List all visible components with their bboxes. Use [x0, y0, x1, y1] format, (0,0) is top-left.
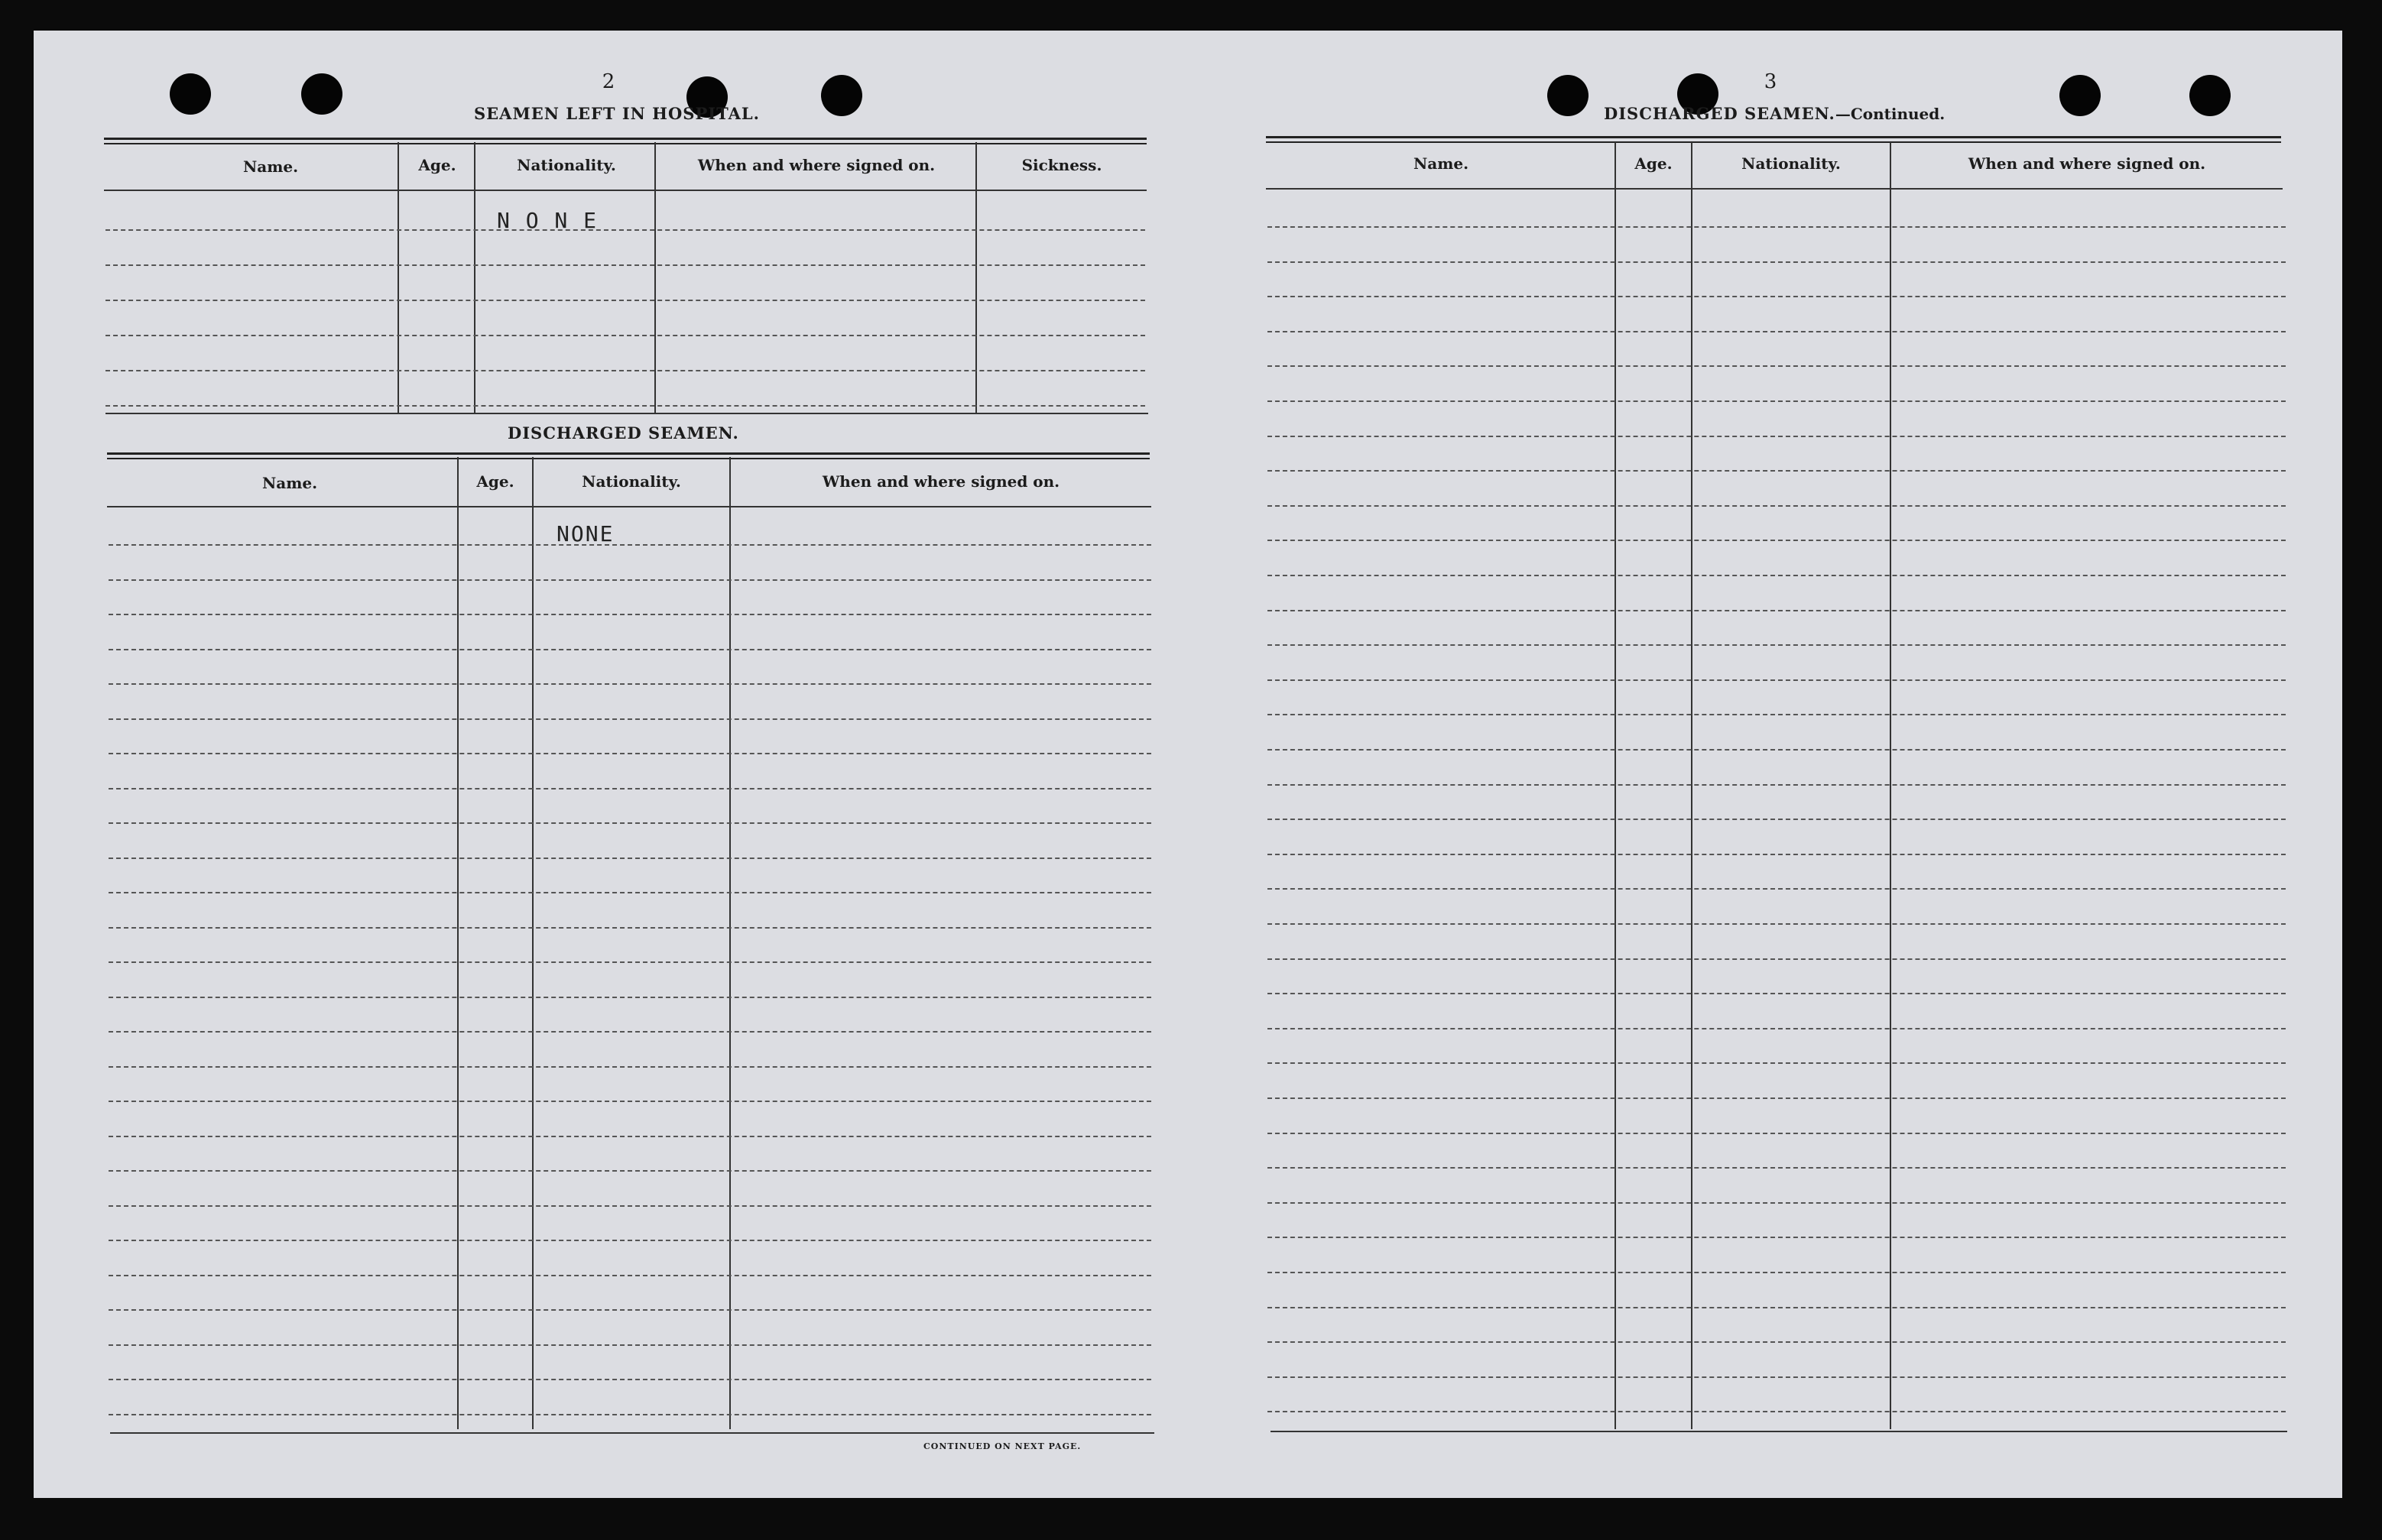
header-rule — [1266, 188, 2283, 190]
discharged-entry-none: NONE — [557, 521, 615, 546]
col-divider — [1615, 142, 1616, 1429]
entry-line — [1267, 1376, 2286, 1378]
punch-hole — [2059, 75, 2101, 116]
entry-line — [1267, 644, 2286, 646]
entry-line — [1267, 226, 2286, 228]
entry-line — [1267, 365, 2286, 367]
bottom-rule — [1271, 1431, 2287, 1432]
entry-line — [1267, 331, 2286, 332]
bottom-rule — [110, 1432, 1154, 1434]
entry-line — [109, 1414, 1151, 1415]
entry-line — [1267, 1237, 2286, 1238]
col-header-signed-on: When and where signed on. — [822, 472, 1060, 491]
entry-line — [1267, 1411, 2286, 1412]
entry-line — [1267, 540, 2286, 541]
col-divider — [457, 457, 459, 1429]
entry-line — [1267, 296, 2286, 297]
entry-line — [109, 961, 1151, 963]
col-divider — [474, 142, 475, 413]
entry-line — [1267, 1062, 2286, 1064]
entry-line — [1267, 470, 2286, 472]
col-divider — [729, 457, 731, 1429]
entry-line — [109, 1205, 1151, 1207]
entry-line — [109, 1101, 1151, 1102]
col-divider — [398, 142, 399, 413]
hospital-entry-none: N O N E — [497, 208, 599, 233]
ledger-sheet — [34, 31, 2342, 1498]
col-divider — [1890, 142, 1891, 1429]
entry-line — [1267, 1272, 2286, 1273]
col-divider — [1691, 142, 1692, 1429]
entry-line — [1267, 819, 2286, 820]
right-title-continued: —Continued. — [1835, 105, 1946, 123]
col-header-nationality: Nationality. — [582, 472, 681, 491]
col-header-age: Age. — [1634, 154, 1673, 173]
col-header-sickness: Sickness. — [1021, 156, 1102, 174]
entry-line — [109, 1031, 1151, 1033]
entry-line — [109, 892, 1151, 893]
col-header-signed-on: When and where signed on. — [697, 156, 936, 174]
entry-line — [109, 927, 1151, 929]
double-rule — [104, 138, 1147, 140]
entry-line — [1267, 1133, 2286, 1134]
entry-line — [109, 1240, 1151, 1241]
entry-line — [1267, 993, 2286, 994]
entry-line — [1267, 714, 2286, 715]
right-section-title — [1604, 104, 1945, 123]
entry-line — [105, 370, 1145, 371]
entry-line — [1267, 1167, 2286, 1169]
entry-line — [1267, 261, 2286, 263]
entry-line — [105, 229, 1145, 231]
discharged-section-title: DISCHARGED SEAMEN. — [508, 423, 739, 443]
entry-line — [109, 788, 1151, 789]
entry-line — [109, 997, 1151, 998]
entry-line — [1267, 505, 2286, 507]
page-number-left: 2 — [602, 70, 615, 93]
entry-line — [109, 1170, 1151, 1172]
col-divider — [975, 142, 977, 413]
entry-line — [109, 649, 1151, 650]
entry-line — [1267, 888, 2286, 890]
entry-line — [109, 718, 1151, 720]
entry-line — [1267, 1097, 2286, 1099]
col-header-nationality: Nationality. — [517, 156, 616, 174]
entry-line — [1267, 679, 2286, 681]
entry-line — [105, 335, 1145, 336]
header-rule — [107, 506, 1151, 507]
entry-line — [109, 579, 1151, 581]
entry-line — [109, 753, 1151, 754]
section-rule — [105, 413, 1148, 414]
entry-line — [109, 614, 1151, 615]
punch-hole — [1547, 75, 1589, 116]
punch-hole — [170, 73, 211, 115]
entry-line — [1267, 1202, 2286, 1204]
col-divider — [532, 457, 534, 1429]
entry-line — [1267, 749, 2286, 751]
entry-line — [1267, 1028, 2286, 1029]
col-header-name: Name. — [1413, 154, 1469, 173]
entry-line — [1267, 400, 2286, 402]
col-header-name: Name. — [242, 157, 299, 176]
col-header-signed-on: When and where signed on. — [1968, 154, 2206, 173]
entry-line — [1267, 575, 2286, 576]
header-rule — [104, 190, 1147, 191]
col-header-name: Name. — [261, 474, 318, 492]
double-rule — [107, 452, 1150, 455]
punch-hole — [2189, 75, 2231, 116]
entry-line — [109, 858, 1151, 859]
entry-line — [109, 822, 1151, 824]
entry-line — [105, 264, 1145, 266]
entry-line — [1267, 1307, 2286, 1308]
col-header-age: Age. — [418, 156, 456, 174]
entry-line — [105, 405, 1145, 407]
col-divider — [654, 142, 656, 413]
entry-line — [1267, 1341, 2286, 1343]
hospital-section-title: SEAMEN LEFT IN HOSPITAL. — [474, 104, 760, 123]
entry-line — [109, 1066, 1151, 1068]
entry-line — [1267, 854, 2286, 855]
continued-note: CONTINUED ON NEXT PAGE. — [923, 1441, 1082, 1451]
entry-line — [109, 1136, 1151, 1137]
entry-line — [109, 1344, 1151, 1346]
col-header-nationality: Nationality. — [1741, 154, 1841, 173]
double-rule — [1266, 136, 2281, 138]
entry-line — [109, 544, 1151, 546]
right-title-main: DISCHARGED SEAMEN. — [1604, 104, 1835, 123]
entry-line — [1267, 923, 2286, 925]
entry-line — [1267, 610, 2286, 611]
punch-hole — [821, 75, 862, 116]
entry-line — [1267, 436, 2286, 437]
col-header-age: Age. — [476, 472, 514, 491]
page-number-right: 3 — [1764, 70, 1777, 93]
entry-line — [1267, 784, 2286, 786]
entry-line — [109, 1309, 1151, 1311]
entry-line — [105, 300, 1145, 301]
entry-line — [109, 1379, 1151, 1380]
entry-line — [1267, 958, 2286, 960]
entry-line — [109, 1275, 1151, 1276]
entry-line — [109, 683, 1151, 685]
punch-hole — [301, 73, 342, 115]
